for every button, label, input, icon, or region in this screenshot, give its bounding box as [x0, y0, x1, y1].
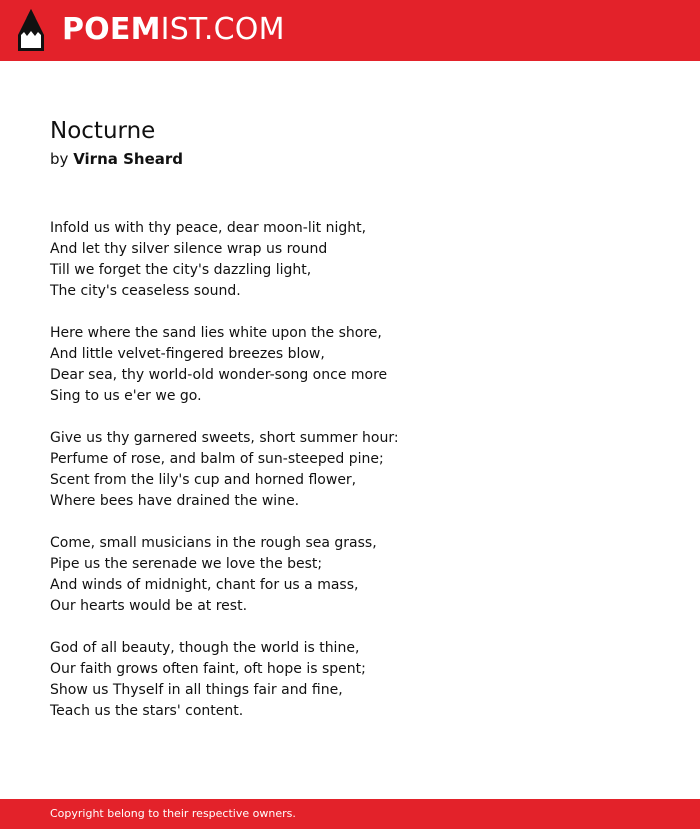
poem-line: Give us thy garnered sweets, short summer hour:: [50, 430, 399, 446]
poem-line: God of all beauty, though the world is thine,: [50, 640, 360, 656]
poem-line: Teach us the stars' content.: [50, 703, 244, 719]
poem-line: And let thy silver silence wrap us round: [50, 241, 328, 257]
stanza: [50, 218, 650, 302]
poem-line: Pipe us the serenade we love the best;: [50, 556, 323, 572]
logo-text-bold: POEM: [62, 12, 161, 47]
poem-body: [50, 218, 650, 743]
stanza: [50, 323, 650, 407]
poem-byline: [50, 148, 183, 170]
poem-line: And little velvet-fingered breezes blow,: [50, 346, 325, 362]
poem-line: Our hearts would be at rest.: [50, 598, 248, 614]
poem-line: Come, small musicians in the rough sea grass,: [50, 535, 377, 551]
poem-title: Nocturne: [50, 118, 156, 144]
stanza: [50, 428, 650, 512]
poem-line: Our faith grows often faint, oft hope is spent;: [50, 661, 366, 677]
poem-line: And winds of midnight, chant for us a mass,: [50, 577, 359, 593]
poem-line: Scent from the lily's cup and horned flower,: [50, 472, 357, 488]
poem-line: Infold us with thy peace, dear moon-lit night,: [50, 220, 367, 236]
poem-line: Where bees have drained the wine.: [50, 493, 300, 509]
poem-author: Virna Sheard: [73, 150, 184, 168]
poem-line: Dear sea, thy world-old wonder-song once more: [50, 367, 388, 383]
poem-line: Till we forget the city's dazzling light,: [50, 262, 312, 278]
poem-line: Perfume of rose, and balm of sun-steeped pine;: [50, 451, 384, 467]
stanza: [50, 638, 650, 722]
poem-line: The city's ceaseless sound.: [50, 283, 241, 299]
poem-line: Sing to us e'er we go.: [50, 388, 202, 404]
poem-line: Here where the sand lies white upon the shore,: [50, 325, 382, 341]
site-logo[interactable]: [62, 10, 285, 50]
logo-text-light: IST.COM: [160, 12, 285, 47]
byline-prefix: by: [50, 150, 69, 168]
poem-line: Show us Thyself in all things fair and fine,: [50, 682, 343, 698]
stanza: [50, 533, 650, 617]
pencil-tip-icon: [18, 9, 44, 51]
site-footer: [0, 799, 700, 829]
copyright-notice: Copyright belong to their respective owners.: [50, 807, 296, 820]
site-header: [0, 0, 700, 61]
